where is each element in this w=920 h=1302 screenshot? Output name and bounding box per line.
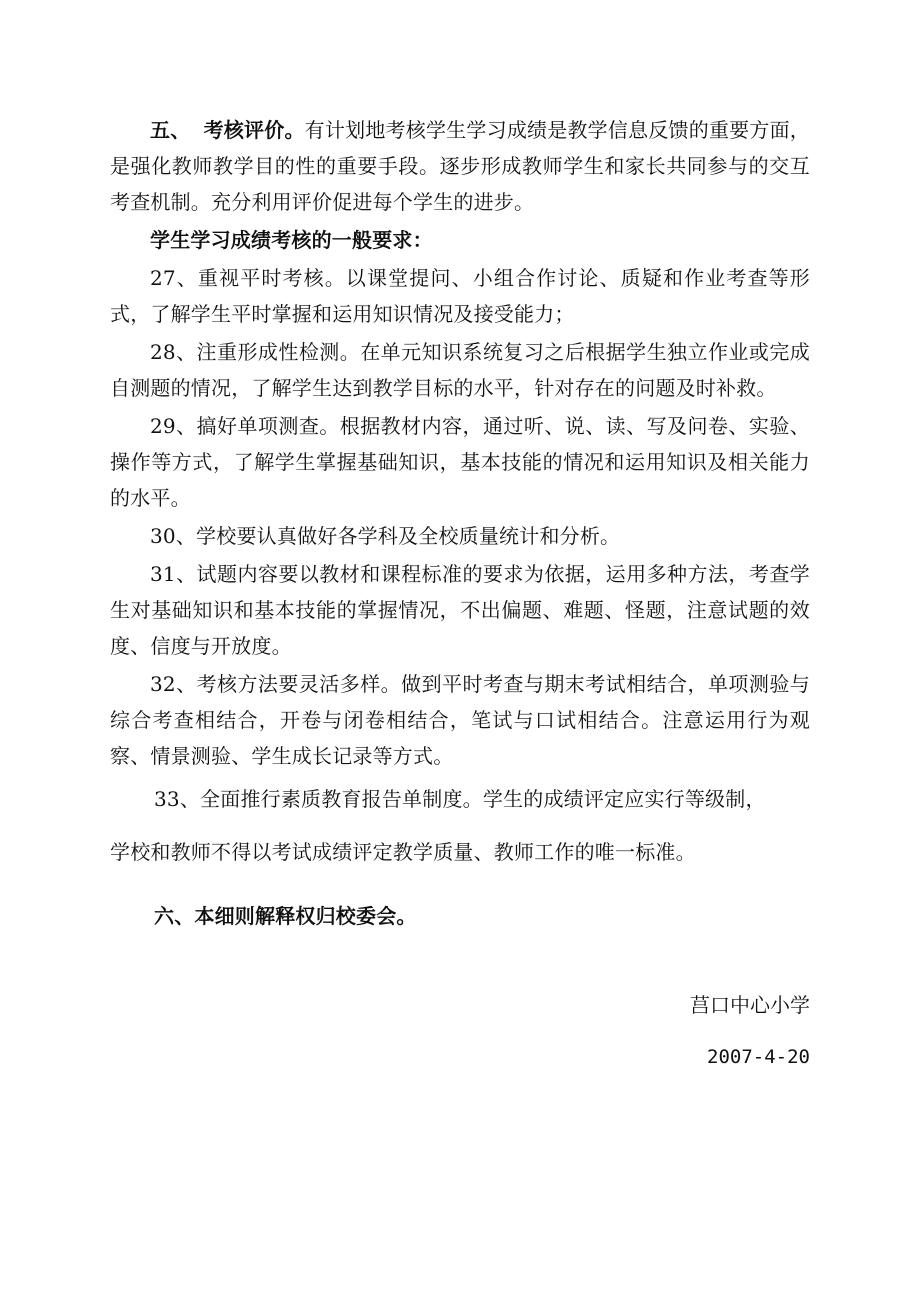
section-5-text: 有计划地考核学生学习成绩是教学信息反馈的重要方面，是强化教师教学目的性的重要手段。逐步形成教师学生和家长共同参与的交互考查机制。充分利用评价促进每个学生的进步。 [110,118,811,214]
signature-school: 莒口中心小学 [690,993,810,1017]
item-27: 27、重视平时考核。以课堂提问、小组合作讨论、质疑和作业考查等形式，了解学生平时掌握和运用知识情况及接受能力； [110,266,810,326]
section-6: 六、本细则解释权归校委会。 [154,904,417,928]
section-5-title: 考核评价。 [203,118,305,142]
item-31: 31、试题内容要以教材和课程标准的要求为依据，运用多种方法，考查学生对基础知识和基本技能的掌握情况，不出偏题、难题、怪题，注意试题的效度、信度与开放度。 [110,562,810,658]
item-30: 30、学校要认真做好各学科及全校质量统计和分析。 [150,524,621,548]
item-28: 28、注重形成性检测。在单元知识系统复习之后根据学生独立作业或完成自测题的情况，了解学生达到教学目标的水平，针对存在的问题及时补救。 [110,340,810,400]
item-33-line-2: 学校和教师不得以考试成绩评定教学质量、教师工作的唯一标准。 [110,840,696,864]
requirements-heading: 学生学习成绩考核的一般要求： [150,228,433,252]
document-body [110,112,810,934]
item-29: 29、搞好单项测查。根据教材内容，通过听、说、读、写及问卷、实验、操作等方式，了解学生掌握基础知识，基本技能的情况和运用知识及相关能力的水平。 [110,414,810,510]
signature-date: 2007-4-20 [707,1046,810,1068]
item-32: 32、考核方法要灵活多样。做到平时考查与期末考试相结合，单项测验与综合考查相结合，开卷与闭卷相结合，笔试与口试相结合。注意运用行为观察、情景测验、学生成长记录等方式。 [110,672,810,768]
section-5-paragraph [110,112,810,220]
section-5-number: 五、 [150,118,191,142]
item-33-line-1: 33、全面推行素质教育报告单制度。学生的成绩评定应实行等级制， [154,787,766,811]
